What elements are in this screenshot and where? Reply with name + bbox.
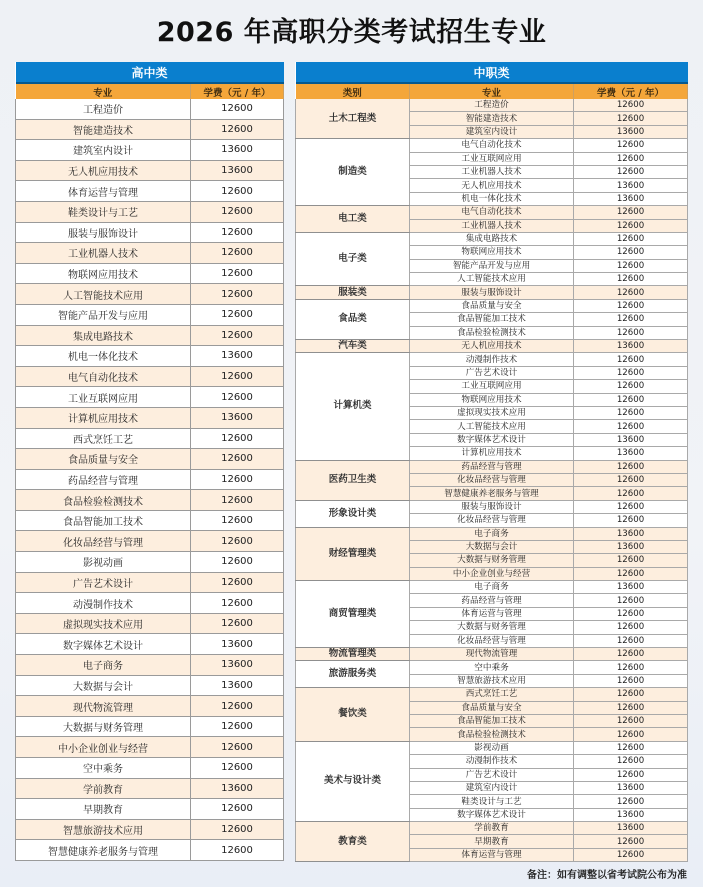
major-cell: 影视动画 xyxy=(410,741,574,754)
major-cell: 数字媒体艺术设计 xyxy=(16,634,191,655)
major-cell: 工程造价 xyxy=(16,99,191,119)
table-row xyxy=(16,613,284,634)
major-cell: 电气自动化技术 xyxy=(410,139,574,152)
category-cell: 医药卫生类 xyxy=(296,460,410,500)
table-row xyxy=(16,490,284,511)
fee-cell: 12600 xyxy=(574,741,688,754)
fee-cell: 13600 xyxy=(574,527,688,540)
fee-cell: 12600 xyxy=(191,531,284,552)
major-cell: 电气自动化技术 xyxy=(16,366,191,387)
fee-cell: 12600 xyxy=(574,353,688,366)
fee-cell: 12600 xyxy=(574,219,688,232)
table-row xyxy=(16,531,284,552)
major-cell: 化妆品经营与管理 xyxy=(410,514,574,527)
major-cell: 电子商务 xyxy=(16,655,191,676)
page-title: 2026 年高职分类考试招生专业 xyxy=(156,17,547,48)
category-group xyxy=(296,206,688,233)
table-row xyxy=(296,527,688,540)
category-cell: 物流管理类 xyxy=(296,648,410,661)
fee-cell: 12600 xyxy=(574,661,688,674)
high-school-rows xyxy=(16,99,284,860)
major-cell: 鞋类设计与工艺 xyxy=(16,201,191,222)
category-group xyxy=(296,460,688,500)
table-row xyxy=(16,222,284,243)
major-cell: 食品检验检测技术 xyxy=(410,728,574,741)
fee-cell: 12600 xyxy=(574,206,688,219)
fee-cell: 12600 xyxy=(191,119,284,140)
major-cell: 机电一体化技术 xyxy=(16,346,191,367)
fee-cell: 13600 xyxy=(191,675,284,696)
major-cell: 早期教育 xyxy=(410,835,574,848)
table-row xyxy=(296,139,688,152)
table-row xyxy=(16,366,284,387)
fee-cell: 12600 xyxy=(574,99,688,112)
major-cell: 智慧旅游技术应用 xyxy=(16,819,191,840)
fee-cell: 12600 xyxy=(574,714,688,727)
category-group xyxy=(296,340,688,353)
table-row xyxy=(16,469,284,490)
fee-cell: 12600 xyxy=(574,393,688,406)
fee-cell: 12600 xyxy=(574,313,688,326)
high-school-table xyxy=(15,62,284,861)
fee-cell: 13600 xyxy=(191,655,284,676)
major-cell: 食品检验检测技术 xyxy=(410,326,574,339)
major-cell: 无人机应用技术 xyxy=(16,160,191,181)
major-cell: 西式烹饪工艺 xyxy=(410,688,574,701)
category-cell: 电子类 xyxy=(296,232,410,286)
major-cell: 现代物流管理 xyxy=(16,696,191,717)
fee-cell: 12600 xyxy=(574,460,688,473)
category-group xyxy=(296,353,688,460)
fee-cell: 12600 xyxy=(574,674,688,687)
fee-cell: 12600 xyxy=(574,112,688,125)
major-cell: 化妆品经营与管理 xyxy=(16,531,191,552)
category-cell: 计算机类 xyxy=(296,353,410,460)
fee-cell: 12600 xyxy=(574,139,688,152)
fee-cell: 12600 xyxy=(574,795,688,808)
category-cell: 餐饮类 xyxy=(296,688,410,742)
fee-cell: 13600 xyxy=(574,781,688,794)
fee-cell: 12600 xyxy=(574,835,688,848)
table-row xyxy=(296,340,688,353)
fee-cell: 12600 xyxy=(574,366,688,379)
major-cell: 建筑室内设计 xyxy=(16,140,191,161)
fee-cell: 12600 xyxy=(574,688,688,701)
table-row xyxy=(296,661,688,674)
major-cell: 智慧健康养老服务与管理 xyxy=(16,840,191,861)
major-cell: 集成电路技术 xyxy=(16,325,191,346)
major-cell: 空中乘务 xyxy=(16,758,191,779)
table-row xyxy=(16,510,284,531)
fee-cell: 12600 xyxy=(191,469,284,490)
category-group xyxy=(296,688,688,742)
category-group xyxy=(296,581,688,648)
fee-cell: 12600 xyxy=(574,607,688,620)
major-cell: 无人机应用技术 xyxy=(410,340,574,353)
major-cell: 早期教育 xyxy=(16,799,191,820)
major-cell: 食品质量与安全 xyxy=(410,701,574,714)
major-cell: 电气自动化技术 xyxy=(410,206,574,219)
table-row xyxy=(16,655,284,676)
table-row xyxy=(296,353,688,366)
fee-cell: 12600 xyxy=(574,728,688,741)
table-row xyxy=(16,201,284,222)
fee-cell: 12600 xyxy=(574,487,688,500)
major-cell: 服装与服饰设计 xyxy=(410,286,574,299)
table-row xyxy=(296,500,688,513)
major-cell: 建筑室内设计 xyxy=(410,781,574,794)
major-cell: 工业互联网应用 xyxy=(410,380,574,393)
fee-cell: 12600 xyxy=(574,259,688,272)
major-cell: 智慧健康养老服务与管理 xyxy=(410,487,574,500)
major-cell: 建筑室内设计 xyxy=(410,125,574,138)
fee-cell: 12600 xyxy=(191,222,284,243)
table-row xyxy=(16,304,284,325)
major-cell: 智能产品开发与应用 xyxy=(16,304,191,325)
category-cell: 食品类 xyxy=(296,299,410,339)
category-cell: 财经管理类 xyxy=(296,527,410,581)
fee-cell: 13600 xyxy=(574,447,688,460)
category-cell: 旅游服务类 xyxy=(296,661,410,688)
major-cell: 动漫制作技术 xyxy=(410,353,574,366)
fee-cell: 12600 xyxy=(191,819,284,840)
category-cell: 形象设计类 xyxy=(296,500,410,527)
major-cell: 服装与服饰设计 xyxy=(410,500,574,513)
category-group xyxy=(296,286,688,299)
fee-cell: 13600 xyxy=(574,125,688,138)
fee-cell: 12600 xyxy=(574,273,688,286)
major-cell: 体育运营与管理 xyxy=(410,607,574,620)
fee-cell: 12600 xyxy=(574,755,688,768)
category-group xyxy=(296,232,688,286)
table-row xyxy=(16,284,284,305)
major-cell: 虚拟现实技术应用 xyxy=(410,406,574,419)
major-cell: 学前教育 xyxy=(410,822,574,835)
category-cell: 制造类 xyxy=(296,139,410,206)
table-row xyxy=(296,99,688,112)
fee-cell: 13600 xyxy=(191,778,284,799)
major-cell: 计算机应用技术 xyxy=(410,447,574,460)
fee-cell: 12600 xyxy=(574,232,688,245)
table-row xyxy=(296,232,688,245)
footnote: 备注：如有调整以省考试院公布为准 xyxy=(527,870,687,881)
fee-cell: 12600 xyxy=(191,428,284,449)
fee-cell: 12600 xyxy=(574,165,688,178)
category-group xyxy=(296,527,688,581)
table-row xyxy=(16,778,284,799)
major-cell: 机电一体化技术 xyxy=(410,192,574,205)
table-row xyxy=(16,552,284,573)
major-cell: 智能建造技术 xyxy=(16,119,191,140)
fee-cell: 12600 xyxy=(191,799,284,820)
fee-cell: 12600 xyxy=(191,366,284,387)
fee-cell: 13600 xyxy=(574,822,688,835)
fee-cell: 12600 xyxy=(574,848,688,861)
table-row xyxy=(16,346,284,367)
table-row xyxy=(16,243,284,264)
fee-cell: 12600 xyxy=(574,554,688,567)
category-group xyxy=(296,99,688,139)
fee-cell: 12600 xyxy=(574,701,688,714)
major-cell: 工业互联网应用 xyxy=(410,152,574,165)
fee-cell: 12600 xyxy=(191,737,284,758)
fee-cell: 12600 xyxy=(574,473,688,486)
table-row xyxy=(16,160,284,181)
major-cell: 大数据与会计 xyxy=(16,675,191,696)
fee-cell: 12600 xyxy=(191,99,284,119)
category-cell: 服装类 xyxy=(296,286,410,299)
high-school-band: 高中类 xyxy=(16,62,284,83)
fee-cell: 12600 xyxy=(574,621,688,634)
table-row xyxy=(16,593,284,614)
table-row xyxy=(16,140,284,161)
major-cell: 广告艺术设计 xyxy=(410,768,574,781)
fee-cell: 12600 xyxy=(574,246,688,259)
major-cell: 大数据与财务管理 xyxy=(16,716,191,737)
category-group xyxy=(296,661,688,688)
major-cell: 影视动画 xyxy=(16,552,191,573)
major-cell: 广告艺术设计 xyxy=(16,572,191,593)
major-cell: 食品智能加工技术 xyxy=(410,313,574,326)
major-cell: 学前教育 xyxy=(16,778,191,799)
fee-cell: 13600 xyxy=(191,346,284,367)
fee-cell: 12600 xyxy=(191,387,284,408)
table-row xyxy=(16,634,284,655)
fee-cell: 13600 xyxy=(574,340,688,353)
fee-cell: 12600 xyxy=(191,243,284,264)
major-cell: 智慧旅游技术应用 xyxy=(410,674,574,687)
major-cell: 体育运营与管理 xyxy=(16,181,191,202)
major-cell: 智能产品开发与应用 xyxy=(410,259,574,272)
fee-cell: 13600 xyxy=(191,407,284,428)
major-cell: 数字媒体艺术设计 xyxy=(410,433,574,446)
major-cell: 现代物流管理 xyxy=(410,648,574,661)
fee-cell: 12600 xyxy=(191,552,284,573)
major-cell: 化妆品经营与管理 xyxy=(410,634,574,647)
table-row xyxy=(296,688,688,701)
table-row xyxy=(16,263,284,284)
fee-cell: 12600 xyxy=(574,406,688,419)
category-group xyxy=(296,822,688,862)
major-cell: 食品检验检测技术 xyxy=(16,490,191,511)
major-cell: 化妆品经营与管理 xyxy=(410,473,574,486)
table-row xyxy=(16,572,284,593)
fee-cell: 13600 xyxy=(574,179,688,192)
fee-cell: 12600 xyxy=(574,286,688,299)
major-cell: 动漫制作技术 xyxy=(410,755,574,768)
fee-cell: 12600 xyxy=(574,326,688,339)
fee-cell: 13600 xyxy=(191,634,284,655)
major-cell: 电子商务 xyxy=(410,581,574,594)
major-cell: 大数据与会计 xyxy=(410,540,574,553)
fee-cell: 13600 xyxy=(574,433,688,446)
table-row xyxy=(16,737,284,758)
major-cell: 工业互联网应用 xyxy=(16,387,191,408)
major-cell: 虚拟现实技术应用 xyxy=(16,613,191,634)
major-cell: 动漫制作技术 xyxy=(16,593,191,614)
fee-cell: 12600 xyxy=(191,325,284,346)
category-group xyxy=(296,648,688,661)
category-cell: 美术与设计类 xyxy=(296,741,410,821)
category-cell: 商贸管理类 xyxy=(296,581,410,648)
major-cell: 服装与服饰设计 xyxy=(16,222,191,243)
fee-cell: 12600 xyxy=(574,768,688,781)
fee-cell: 12600 xyxy=(191,510,284,531)
table-row xyxy=(16,675,284,696)
column-header-fee: 学费（元 / 年） xyxy=(574,83,688,99)
major-cell: 食品智能加工技术 xyxy=(16,510,191,531)
major-cell: 电子商务 xyxy=(410,527,574,540)
table-row xyxy=(296,741,688,754)
fee-cell: 12600 xyxy=(191,284,284,305)
major-cell: 广告艺术设计 xyxy=(410,366,574,379)
table-row xyxy=(16,428,284,449)
fee-cell: 12600 xyxy=(191,263,284,284)
fee-cell: 12600 xyxy=(574,500,688,513)
category-group xyxy=(296,139,688,206)
column-header-major: 专业 xyxy=(16,83,191,99)
fee-cell: 12600 xyxy=(191,304,284,325)
fee-cell: 12600 xyxy=(191,593,284,614)
fee-cell: 12600 xyxy=(574,380,688,393)
fee-cell: 12600 xyxy=(574,594,688,607)
fee-cell: 13600 xyxy=(574,540,688,553)
category-cell: 教育类 xyxy=(296,822,410,862)
major-cell: 物联网应用技术 xyxy=(410,393,574,406)
fee-cell: 12600 xyxy=(574,299,688,312)
fee-cell: 12600 xyxy=(191,449,284,470)
major-cell: 中小企业创业与经营 xyxy=(410,567,574,580)
major-cell: 工程造价 xyxy=(410,99,574,112)
major-cell: 中小企业创业与经营 xyxy=(16,737,191,758)
major-cell: 食品质量与安全 xyxy=(16,449,191,470)
table-row xyxy=(16,119,284,140)
table-row xyxy=(16,99,284,119)
major-cell: 工业机器人技术 xyxy=(410,219,574,232)
major-cell: 智能建造技术 xyxy=(410,112,574,125)
table-row xyxy=(16,799,284,820)
major-cell: 大数据与财务管理 xyxy=(410,621,574,634)
category-group xyxy=(296,299,688,339)
vocational-band: 中职类 xyxy=(296,62,688,83)
table-row xyxy=(16,325,284,346)
fee-cell: 13600 xyxy=(574,581,688,594)
table-row xyxy=(296,581,688,594)
table-row xyxy=(296,460,688,473)
major-cell: 大数据与财务管理 xyxy=(410,554,574,567)
major-cell: 食品智能加工技术 xyxy=(410,714,574,727)
column-header-fee: 学费（元 / 年） xyxy=(191,83,284,99)
fee-cell: 12600 xyxy=(574,514,688,527)
major-cell: 食品质量与安全 xyxy=(410,299,574,312)
fee-cell: 13600 xyxy=(191,140,284,161)
major-cell: 人工智能技术应用 xyxy=(410,420,574,433)
major-cell: 药品经营与管理 xyxy=(16,469,191,490)
fee-cell: 12600 xyxy=(191,758,284,779)
major-cell: 药品经营与管理 xyxy=(410,460,574,473)
major-cell: 无人机应用技术 xyxy=(410,179,574,192)
fee-cell: 12600 xyxy=(191,696,284,717)
fee-cell: 12600 xyxy=(191,181,284,202)
major-cell: 西式烹饪工艺 xyxy=(16,428,191,449)
major-cell: 工业机器人技术 xyxy=(16,243,191,264)
category-group xyxy=(296,500,688,527)
table-row xyxy=(296,206,688,219)
fee-cell: 12600 xyxy=(191,840,284,861)
column-header-category: 类别 xyxy=(296,83,410,99)
fee-cell: 12600 xyxy=(574,152,688,165)
major-cell: 计算机应用技术 xyxy=(16,407,191,428)
table-row xyxy=(16,449,284,470)
major-cell: 空中乘务 xyxy=(410,661,574,674)
table-row xyxy=(16,387,284,408)
vocational-table xyxy=(295,62,688,862)
fee-cell: 13600 xyxy=(191,160,284,181)
major-cell: 人工智能技术应用 xyxy=(410,273,574,286)
major-cell: 鞋类设计与工艺 xyxy=(410,795,574,808)
table-row xyxy=(296,822,688,835)
column-header-major: 专业 xyxy=(410,83,574,99)
major-cell: 物联网应用技术 xyxy=(16,263,191,284)
major-cell: 体育运营与管理 xyxy=(410,848,574,861)
fee-cell: 13600 xyxy=(574,192,688,205)
category-group xyxy=(296,741,688,821)
table-row xyxy=(16,181,284,202)
fee-cell: 13600 xyxy=(574,808,688,821)
table-row xyxy=(16,407,284,428)
category-cell: 汽车类 xyxy=(296,340,410,353)
fee-cell: 12600 xyxy=(574,567,688,580)
fee-cell: 12600 xyxy=(191,490,284,511)
major-cell: 物联网应用技术 xyxy=(410,246,574,259)
major-cell: 集成电路技术 xyxy=(410,232,574,245)
table-row xyxy=(296,286,688,299)
table-row xyxy=(16,840,284,861)
fee-cell: 12600 xyxy=(191,613,284,634)
fee-cell: 12600 xyxy=(574,634,688,647)
major-cell: 数字媒体艺术设计 xyxy=(410,808,574,821)
table-row xyxy=(16,696,284,717)
fee-cell: 12600 xyxy=(574,648,688,661)
major-cell: 工业机器人技术 xyxy=(410,165,574,178)
table-row xyxy=(16,716,284,737)
major-cell: 人工智能技术应用 xyxy=(16,284,191,305)
table-row xyxy=(296,299,688,312)
fee-cell: 12600 xyxy=(191,572,284,593)
fee-cell: 12600 xyxy=(191,201,284,222)
fee-cell: 12600 xyxy=(574,420,688,433)
category-cell: 土木工程类 xyxy=(296,99,410,139)
fee-cell: 12600 xyxy=(191,716,284,737)
table-row xyxy=(296,648,688,661)
table-row xyxy=(16,819,284,840)
table-row xyxy=(16,758,284,779)
category-cell: 电工类 xyxy=(296,206,410,233)
major-cell: 药品经营与管理 xyxy=(410,594,574,607)
